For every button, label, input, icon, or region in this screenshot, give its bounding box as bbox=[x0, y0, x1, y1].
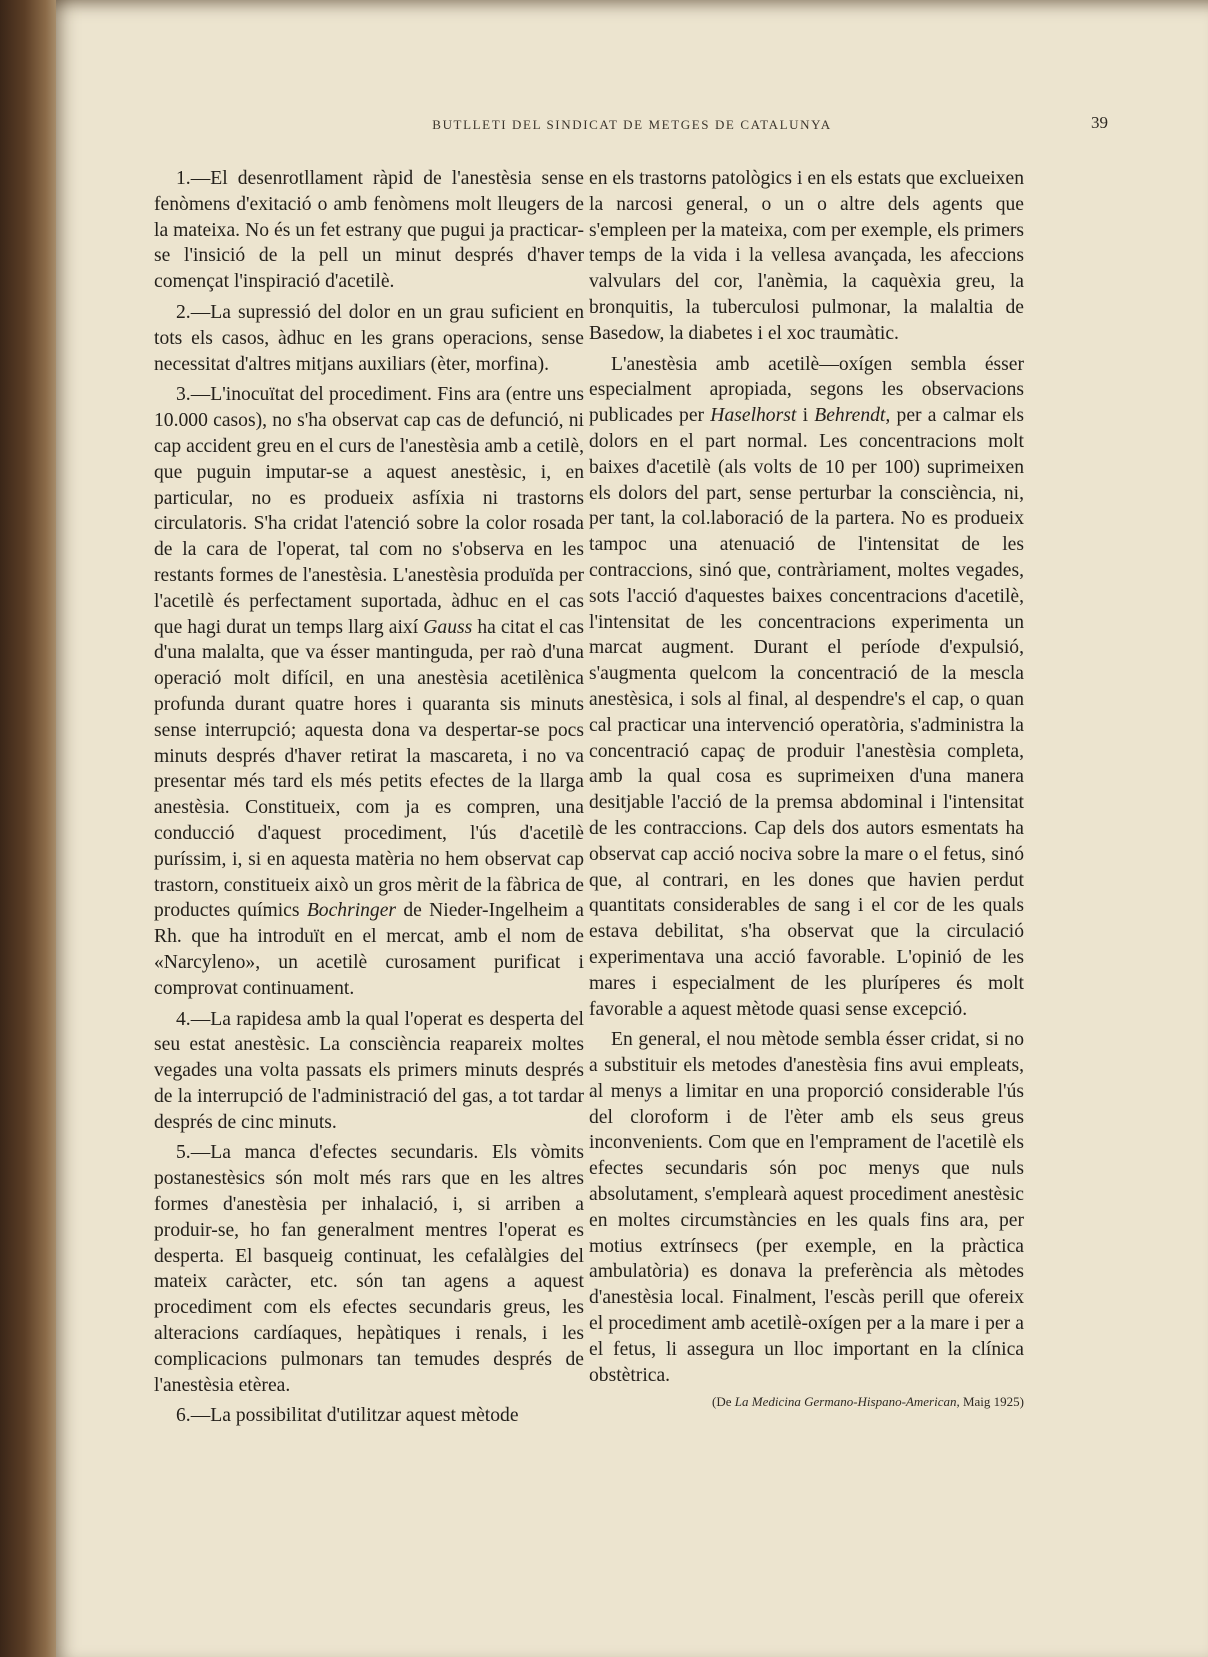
citation-source: La Medicina Germano-Hispano-American, bbox=[734, 1394, 960, 1410]
paragraph-2: 2.—La supressió del dolor en un grau suficient en tots els casos, àdhuc en les grans operacions, sense necessitat d'altres mitjans auxiliars (èter, morfina). bbox=[154, 301, 584, 375]
paragraph-1: 1.—El desenrotllament ràpid de l'anestèsia sense fenòmens d'exitació o amb fenòmens molt lleugers de la mateixa. No és un fet estrany que pugui ja practicar-se l'insició de la pell un minut després d'haver començat l'inspiració d'acetilè. bbox=[154, 168, 584, 293]
citation-open: (De bbox=[712, 1394, 732, 1410]
paragraph-8: En general, el nou mètode sembla ésser cridat, si no a substituir els metodes d'anestèsia fins avui empleats, al menys a limitar en una proporció considerable l'ús del cloroform i de l'èter amb els seus greus inconvenients. Com que en l'emprament de l'acetilè els efectes secundaris són poc menys que nuls absolutament, s'emplearà aquest procediment anestèsic en moltes circumstàncies en les quals fins ara, per motius extrínsecs (per exemple, en la pràctica ambulatòria) es donava la preferència als mètodes d'anestèsia local. Finalment, l'escàs perill que ofereix el procediment amb acetilè-oxígen per a la mare i per a el fetus, li assegura un lloc important en la clínica obstètrica. bbox=[589, 1029, 1024, 1386]
page-number: 39 bbox=[1091, 113, 1108, 132]
paragraph-6-continued: en els trastorns patològics i en els estats que exclueixen la narcosi general, o un o altre dels agents que s'empleen per la mateixa, com per exemple, els primers temps de la vida i la vellesa avançada, les afeccions valvulars del cor, l'anèmia, la caquèxia greu, la bronquitis, la tuberculosi pulmonar, la malaltia de Basedow, la diabetes i el xoc traumàtic. bbox=[589, 168, 1024, 344]
paragraph-7 bbox=[589, 352, 1024, 1023]
paragraph-7-text-b: per a calmar els dolors en el part normal. Les concentracions molt baixes d'acetilè (als volts de 10 per 100) suprimeixen els dolors del part, sense perturbar la consciència, ni, per tant, la col.laboració de la partera. No es produeix tampoc una atenuació de l'intensitat de les contraccions, sinó que, contràriament, moltes vegades, sots l'acció d'aquestes baixes concentracions d'acetilè, l'intensitat de les concentracions experimenta un marcat augment. Durant el període d'expulsió, s'augmenta quelcom la concentració de la mescla anestèsica, i sols al final, al despendre's el cap, o quan cal practicar una intervenció operatòria, s'administra la concentració capaç de produir l'anestèsia completa, amb la qual cosa es suprimeixen d'una manera desitjable l'acció de la premsa abdominal i l'intensitat de les contraccions. Cap dels dos autors esmentats ha observat cap acció nociva sobre la mare o el fetus, sinó que, al contrari, en les dones que havien perdut quantitats considerables de sang i el cor de les quals estava debilitat, s'ha observat que la circulació experimentava una acció favorable. L'opinió de les mares i especialment de les pluríperes és molt favorable a aquest mètode quasi sense excepció. bbox=[589, 405, 1025, 1020]
conjunction: i bbox=[802, 405, 809, 427]
author-gauss: Gauss bbox=[423, 616, 473, 638]
paragraph-3-text-c: de Nieder-Ingelheim a Rh. que ha introduït en el mercat, amb el nom de «Narcyleno», un acetilè curosament purificat i comprovat continuament. bbox=[154, 900, 584, 999]
paragraph-3 bbox=[154, 382, 584, 1001]
author-behrendt: Behrendt, bbox=[814, 405, 891, 427]
running-title: BUTLLETI DEL SINDICAT DE METGES DE CATALUNYA bbox=[432, 117, 832, 132]
paragraph-6-start: 6.—La possibilitat d'utilitzar aquest mètode bbox=[176, 1405, 519, 1427]
paragraph-3-text-a: 3.—L'inocuïtat del procediment. Fins ara (entre uns 10.000 casos), no s'ha observat cap cas de defunció, ni cap accident greu en el curs de l'anestèsia amb a cetilè, que puguin imputar-se a aquest anestèsic, i, en particular, no es produeix asfíxia ni trastorns circulatoris. S'ha cridat l'atenció sobre la color rosada de la cara de l'operat, tal com no s'observa en les restants formes de l'anestèsia. L'anestèsia produïda per l'acetilè és perfectament suportada, àdhuc en el cas que hagi durat un temps llarg així bbox=[154, 384, 584, 638]
paragraph-3-text-b: ha citat el cas d'una malalta, que va ésser mantinguda, per raò d'una operació molt difícil, en una anestèsia acetilènica profunda durant quatre hores i quaranta sis minuts sense interrupció; aquesta dona va despertar-se pocs minuts després d'haver retirat la mascareta, i no va presentar més tard els més petits efectes de la llarga anestèsia. Constitueix, com ja es compren, una conducció d'aquest procediment, l'ús d'acetilè puríssim, i, si en aquesta matèria no hem observat cap trastorn, constitueix això un gros mèrit de la fàbrica de productes químics bbox=[154, 616, 584, 922]
paragraph-7-text-a: L'anestèsia amb acetilè—oxígen sembla ésser especialment apropiada, segons les observacions publicades per bbox=[589, 353, 1024, 427]
source-citation bbox=[589, 1393, 1024, 1411]
author-haselhorst: Haselhorst bbox=[710, 405, 797, 427]
paragraph-4: 4.—La rapidesa amb la qual l'operat es desperta del seu estat anestèsic. La consciència reapareix moltes vegades una volta passats els primers minuts després de la interrupció de l'administració del gas, a tot tardar després de cinc minuts. bbox=[154, 1008, 584, 1133]
paragraph-5: 5.—La manca d'efectes secundaris. Els vòmits postanestèsics són molt més rars que en les altres formes d'anestèsia per inhalació, i, si arriben a produir-se, ho fan generalment mentres l'operat es desperta. El basqueig continuat, les cefalàlgies del mateix caràcter, etc. són tan agens a aquest procediment com els efectes secundaris greus, les alteracions cardíaques, hepàtiques i renals, i les complicacions pulmonars tan temudes després de l'anestèsia etèrea. bbox=[154, 1142, 584, 1396]
journal-page bbox=[56, 0, 1208, 1657]
right-column bbox=[589, 166, 1024, 1411]
page-header bbox=[56, 113, 1208, 137]
left-column bbox=[154, 166, 584, 1429]
citation-date: Maig 1925) bbox=[962, 1394, 1024, 1410]
company-name: Bochringer bbox=[306, 900, 397, 922]
